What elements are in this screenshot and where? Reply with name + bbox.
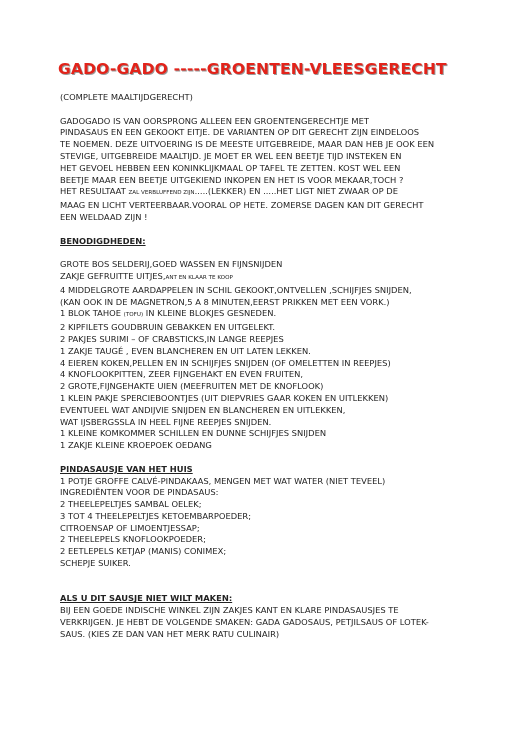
ingredient-line: 2 KIPFILETS GOUDBRUIN GEBAKKEN EN UITGELEKT. [60, 322, 276, 333]
alternative-heading: ALS U DIT SAUSJE NIET WILT MAKEN: [60, 593, 233, 604]
intro-line [60, 186, 480, 200]
intro-line: GADOGADO IS VAN OORSPRONG ALLEEN EEN GROENTENGERECHTJE MET [60, 115, 369, 126]
ingredient-line: 4 KNOFLOOKPITTEN, ZEER FIJNGEHAKT EN EVEN FRUITEN, [60, 369, 304, 380]
ingredient-line: 2 PAKJES SURIMI – OF CRABSTICKS,IN LANGE REEPJES [60, 333, 284, 344]
ingredient-line: 4 EIEREN KOKEN,PELLEN EN IN SCHIJFJES SNIJDEN (OF OMELETTEN IN REEPJES) [60, 357, 391, 368]
sauce-line: 3 TOT 4 THEELEPELTJES KETOEMBARPOEDER; [60, 510, 252, 521]
ingredient-line [60, 271, 480, 285]
intro-line: STEVIGE, UITGEBREIDE MAALTIJD. JE MOET ER WEL EEN BEETJE TIJD INSTEKEN EN [60, 150, 402, 161]
intro-paragraph [60, 116, 480, 224]
ingredient-line: 1 KLEINE KOMKOMMER SCHILLEN EN DUNNE SCHIJFJES SNIJDEN [60, 428, 327, 439]
ingredient-small-text: (TOFU) [123, 312, 144, 319]
ingredient-line: 1 ZAKJE TAUGÉ , EVEN BLANCHEREN EN UIT LATEN LEKKEN. [60, 345, 311, 356]
recipe-subtitle: (COMPLETE MAALTIJDGERECHT) [60, 92, 193, 102]
alternative-line: VERKRIJGEN. JE HEBT DE VOLGENDE SMAKEN: GADA GADOSAUS, PETJILSAUS OF LOTEK- [60, 617, 429, 628]
ingredient-text: 1 BLOK TAHOE [60, 308, 124, 319]
ingredient-line: GROTE BOS SELDERIJ,GOED WASSEN EN FIJNSNIJDEN [60, 259, 283, 270]
sauce-line: 2 EETLEPELS KETJAP (MANIS) CONIMEX; [60, 546, 227, 557]
sauce-line: 2 THEELEPELS KNOFLOOKPOEDER; [60, 534, 206, 545]
sauce-list [60, 476, 480, 570]
sauce-line: 2 THEELEPELTJES SAMBAL OELEK; [60, 499, 202, 510]
intro-line: TE NOEMEN. DEZE UITVOERING IS DE MEESTE UITGEBREIDE, MAAR DAN HEB JE OOK EEN [60, 139, 435, 150]
sauce-line: CITROENSAP OF LIMOENTJESSAP; [60, 522, 200, 533]
intro-text: .....(LEKKER) EN .....HET LIGT NIET ZWAAR OP DE [194, 186, 398, 197]
intro-text: HET RESULTAAT [60, 186, 129, 197]
ingredient-small-text: ANT EN KLAAR TE KOOP [165, 274, 233, 281]
intro-line: PINDASAUS EN EEN GEKOOKT EITJE. DE VARIANTEN OP DIT GERECHT ZIJN EINDELOOS [60, 127, 420, 138]
sauce-heading: PINDASAUSJE VAN HET HUIS [60, 463, 193, 474]
ingredient-line: 2 GROTE,FIJNGEHAKTE UIEN (MEEFRUITEN MET DE KNOFLOOK) [60, 381, 324, 392]
sauce-line: SCHEPJE SUIKER. [60, 558, 131, 569]
ingredient-text: IN KLEINE BLOKJES GESNEDEN. [143, 308, 277, 319]
sauce-line: INGREDIËNTEN VOOR DE PINDASAUS: [60, 487, 219, 498]
intro-line: MAAG EN LICHT VERTEERBAAR.VOORAL OP HETE. ZOMERSE DAGEN KAN DIT GERECHT [60, 200, 424, 211]
ingredients-heading: BENODIGDHEDEN: [60, 235, 146, 246]
intro-line: BEETJE MAAR EEN BEETJE UITGEKIEND INKOPEN EN HET IS VOOR MEKAAR,TOCH ? [60, 174, 404, 185]
ingredient-line: 1 ZAKJE KLEINE KROEPOEK OEDANG [60, 440, 212, 451]
ingredients-list [60, 259, 480, 452]
recipe-title: GADO-GADO -----GROENTEN-VLEESGERECHT [58, 60, 447, 78]
ingredient-line [60, 308, 480, 322]
intro-line: HET GEVOEL HEBBEN EEN KONINKLIJKMAAL OP TAFEL TE ZETTEN. KOST WEL EEN [60, 162, 401, 173]
intro-small-text: ZAL VERBLUFFEND ZIJN [128, 190, 195, 197]
ingredient-text: ZAKJE GEFRUITTE UITJES, [60, 270, 166, 281]
ingredient-line: 4 MIDDELGROTE AARDAPPELEN IN SCHIL GEKOOKT,ONTVELLEN ,SCHIJFJES SNIJDEN, [60, 284, 412, 295]
alternative-line: BIJ EEN GOEDE INDISCHE WINKEL ZIJN ZAKJES KANT EN KLARE PINDASAUSJES TE [60, 605, 399, 616]
ingredient-line: 1 KLEIN PAKJE SPERCIEBOONTJES (UIT DIEPVRIES GAAR KOKEN EN UITLEKKEN) [60, 392, 389, 403]
recipe-body [60, 92, 480, 641]
ingredient-line: WAT IJSBERGSSLA IN HEEL FIJNE REEPJES SNIJDEN. [60, 416, 272, 427]
sauce-line: 1 POTJE GROFFE CALVÉ-PINDAKAAS, MENGEN MET WAT WATER (NIET TEVEEL) [60, 475, 386, 486]
alternative-line: SAUS. (KIES ZE DAN VAN HET MERK RATU CULINAIR) [60, 628, 280, 639]
ingredient-line: (KAN OOK IN DE MAGNETRON,5 A 8 MINUTEN,EERST PRIKKEN MET EEN VORK.) [60, 296, 390, 307]
alternative-paragraph [60, 605, 480, 640]
intro-line: EEN WELDAAD ZIJN ! [60, 211, 148, 222]
ingredient-line: EVENTUEEL WAT ANDIJVIE SNIJDEN EN BLANCHEREN EN UITLEKKEN, [60, 404, 346, 415]
